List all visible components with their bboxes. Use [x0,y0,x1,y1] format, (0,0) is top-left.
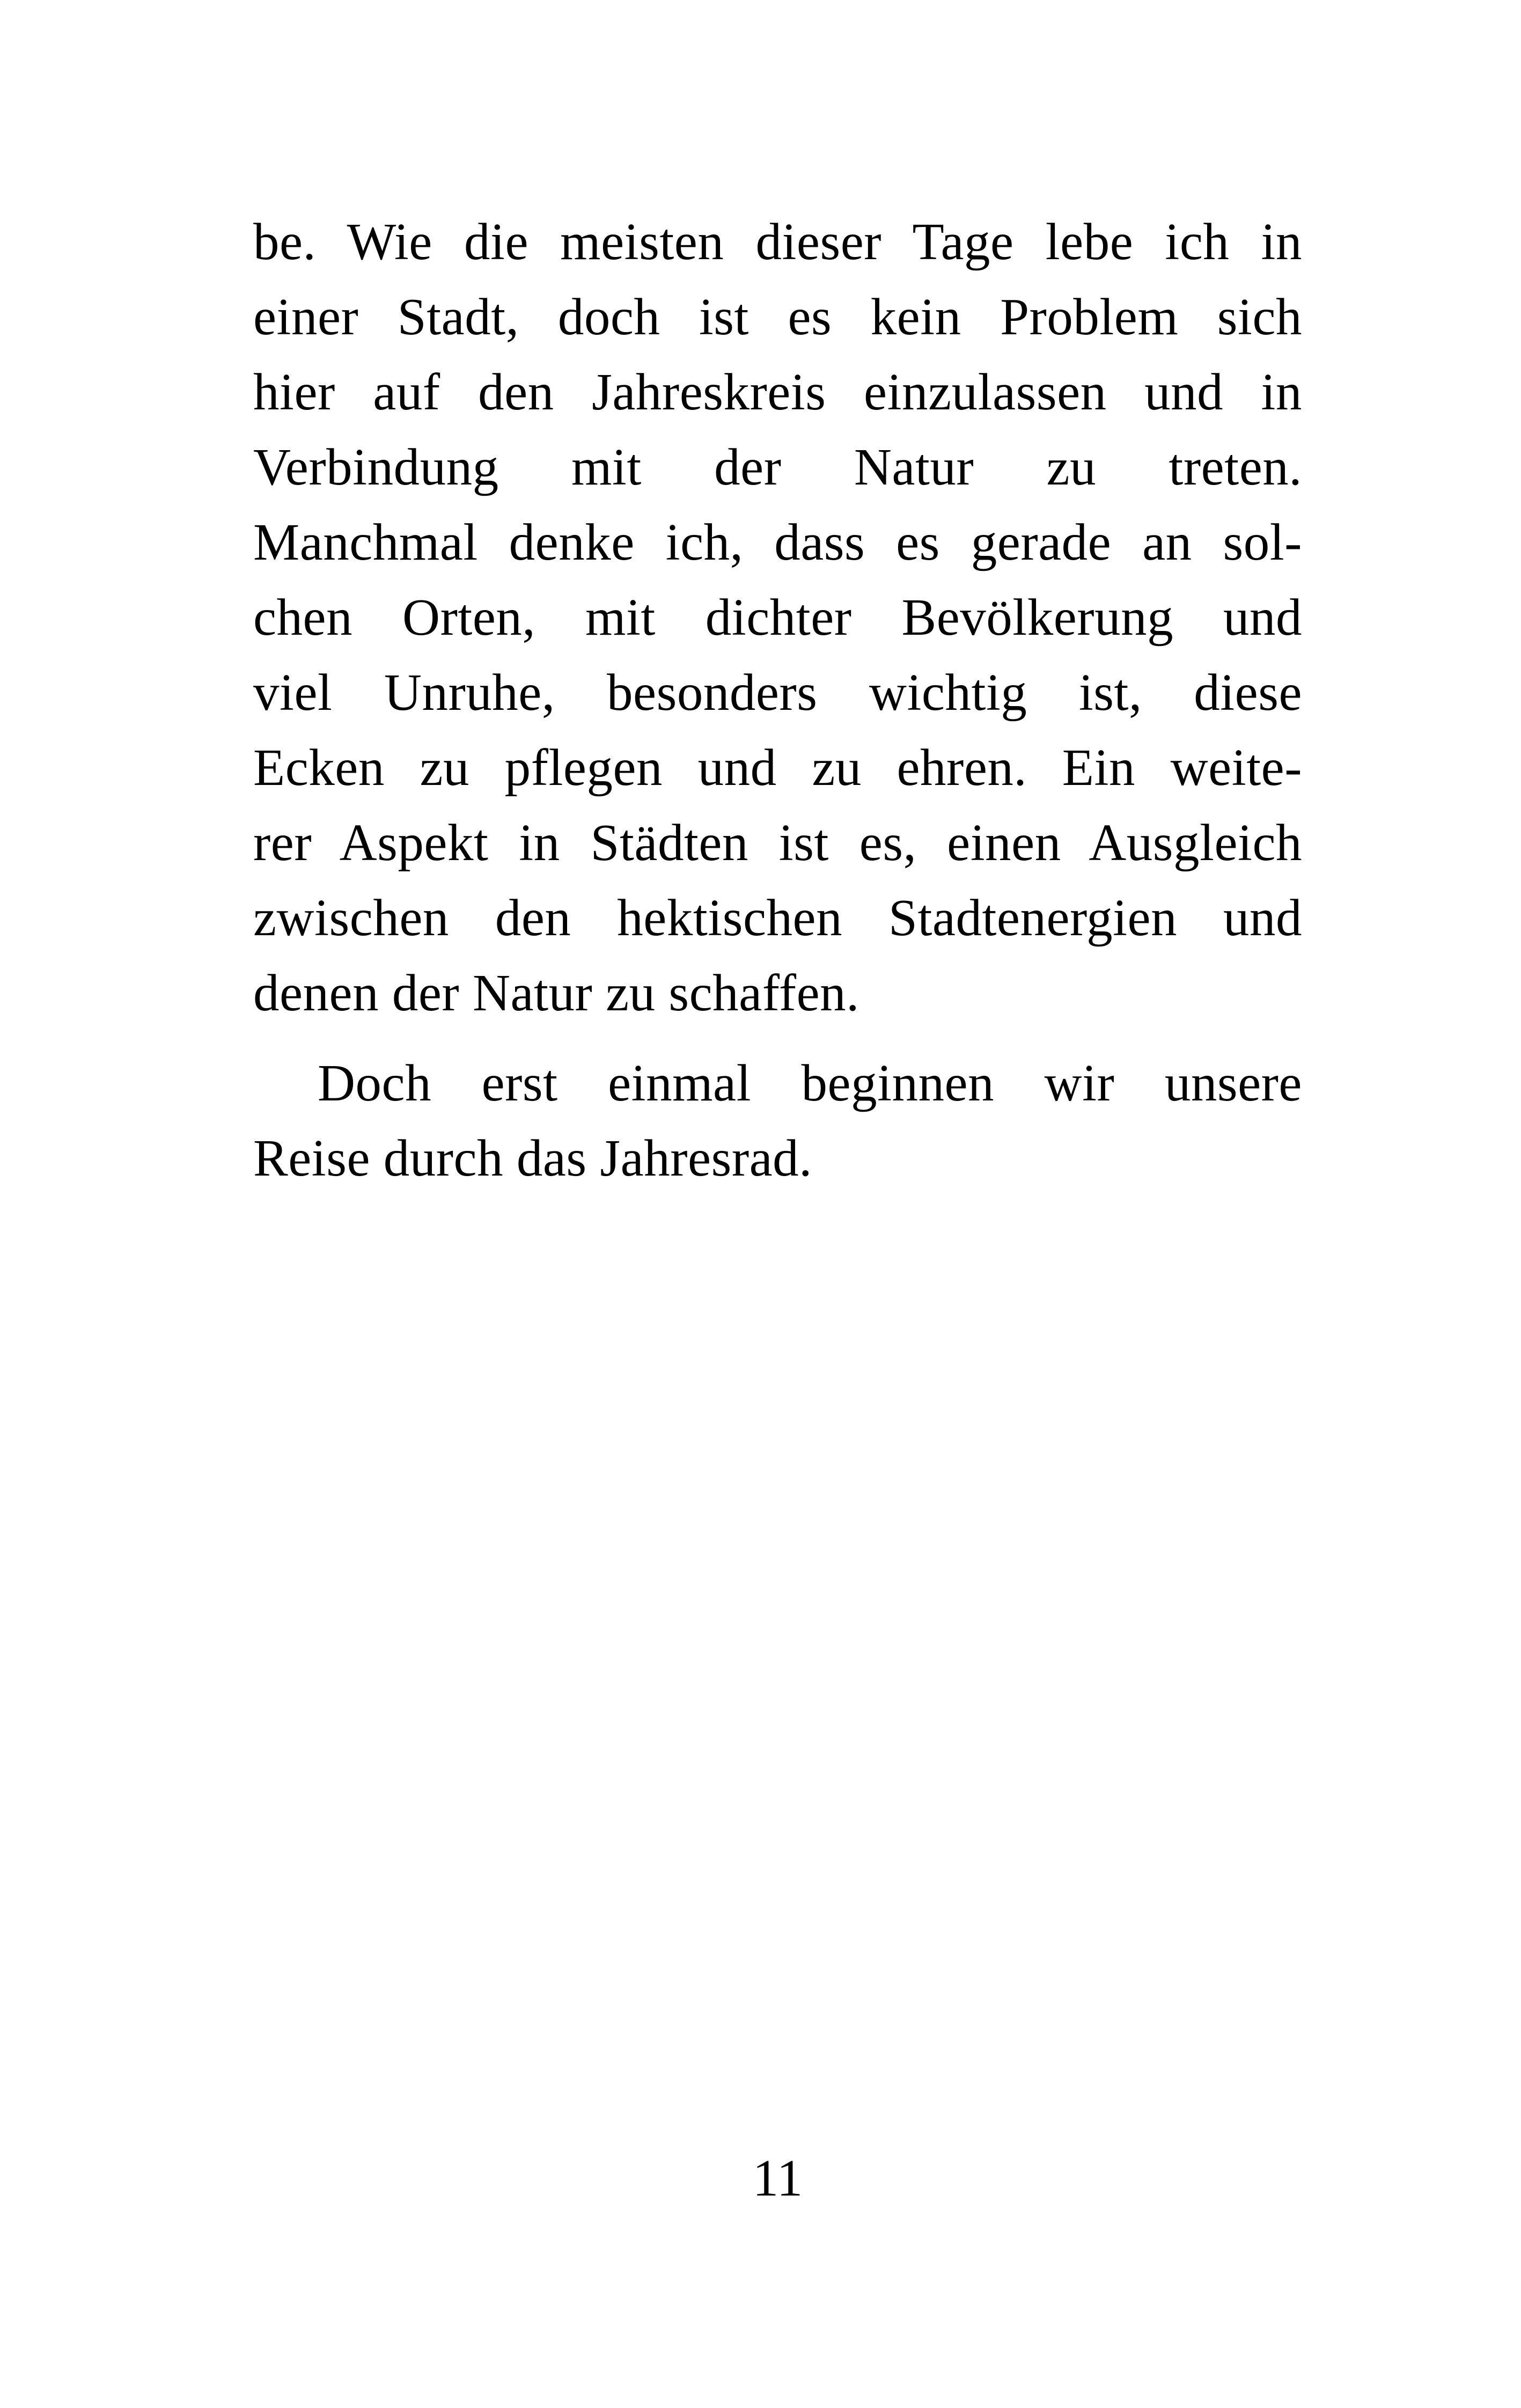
text-line: denen der Natur zu schaffen. [253,964,859,1022]
page-footer [253,2141,1302,2216]
text-line: chen Orten, mit dichter Bevölkerung und [253,589,1302,646]
paragraph [253,1046,1302,1196]
text-line: be. Wie die meisten dieser Tage lebe ich in [253,213,1302,270]
text-line: hier auf den Jahreskreis einzulassen und in [253,363,1302,421]
text-line: Ecken zu pflegen und zu ehren. Ein weite- [253,739,1302,796]
text-line: viel Unruhe, besonders wichtig ist, diese [253,664,1302,721]
text-line: Reise durch das Jahresrad. [253,1129,812,1187]
text-line: Verbindung mit der Natur zu treten. [253,438,1302,496]
text-line: einer Stadt, doch ist es kein Problem sich [253,288,1302,346]
body-text [253,204,1302,1196]
page-number: 11 [752,2149,803,2207]
text-line: zwischen den hektischen Stadtenergien und [253,889,1302,946]
paragraph [253,204,1302,1031]
text-line: Manchmal denke ich, dass es gerade an sol- [253,513,1302,571]
text-line: Doch erst einmal beginnen wir unsere [318,1054,1302,1112]
text-line: rer Aspekt in Städten ist es, einen Ausgleich [253,814,1302,871]
